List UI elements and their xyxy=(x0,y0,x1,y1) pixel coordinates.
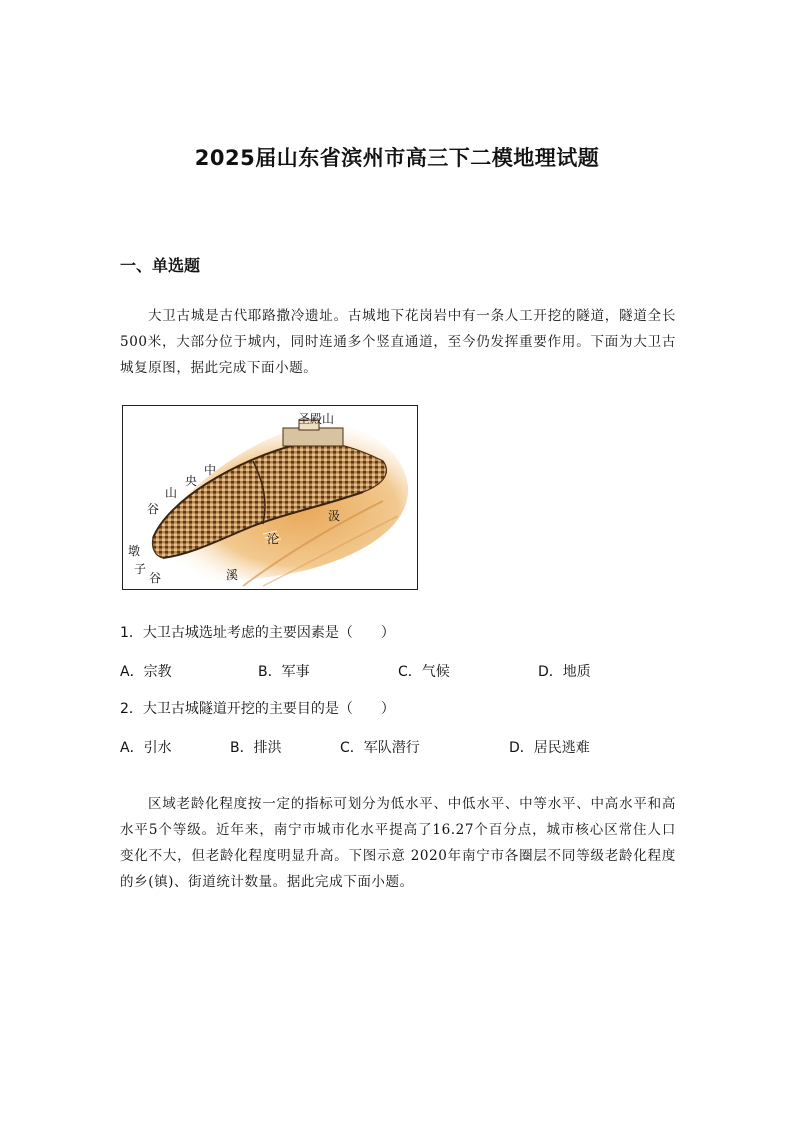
q1-option-c[interactable]: C．气候 xyxy=(398,664,450,680)
label-yang: 央 xyxy=(185,474,198,488)
label-temple-mount: 圣殿山 xyxy=(298,412,335,426)
label-ji: 汲 xyxy=(328,509,341,523)
section-heading: 一、单选题 xyxy=(120,256,201,275)
q1-option-a[interactable]: A．宗教 xyxy=(120,664,172,680)
q2-option-a[interactable]: A．引水 xyxy=(120,740,172,756)
label-gu-1: 谷 xyxy=(147,502,160,516)
passage-2: 区域老龄化程度按一定的指标可划分为低水平、中低水平、中等水平、中高水平和高水平5个等级。近年来，南宁市城市化水平提高了16.27个百分点，城市核心区常住人口变化不大，但老龄化程度明显升高。下图示意 2020年南宁市各圈层不同等级老龄化程度的乡(镇)、街道统计数量。据此完成下面小题。 xyxy=(120,796,676,890)
question-1-stem: 1．大卫古城选址考虑的主要因素是（ ） xyxy=(120,625,395,641)
label-xi: 溪 xyxy=(226,568,239,582)
page-title: 2025届山东省滨州市高三下二模地理试题 xyxy=(194,146,600,170)
question-2-stem: 2．大卫古城隧道开挖的主要目的是（ ） xyxy=(120,701,395,717)
q2-option-d[interactable]: D．居民逃难 xyxy=(509,740,590,756)
q2-option-b[interactable]: B．排洪 xyxy=(230,740,282,756)
label-zhong: 中 xyxy=(204,463,217,477)
label-gu-2: 谷 xyxy=(149,571,162,585)
label-lun: 沦 xyxy=(267,532,280,546)
city-reconstruction-figure xyxy=(122,405,418,590)
label-dun: 墩 xyxy=(128,544,141,558)
label-zi: 子 xyxy=(134,562,147,576)
passage-1: 大卫古城是古代耶路撒冷遗址。古城地下花岗岩中有一条人工开挖的隧道，隧道全长500米，大部分位于城内，同时连通多个竖直通道，至今仍发挥重要作用。下面为大卫古城复原图，据此完成下面小题。 xyxy=(120,308,676,376)
label-shan: 山 xyxy=(165,486,178,500)
q1-option-b[interactable]: B．军事 xyxy=(258,664,310,680)
q1-option-d[interactable]: D．地质 xyxy=(538,664,591,680)
q2-option-c[interactable]: C．军队潜行 xyxy=(340,740,420,756)
